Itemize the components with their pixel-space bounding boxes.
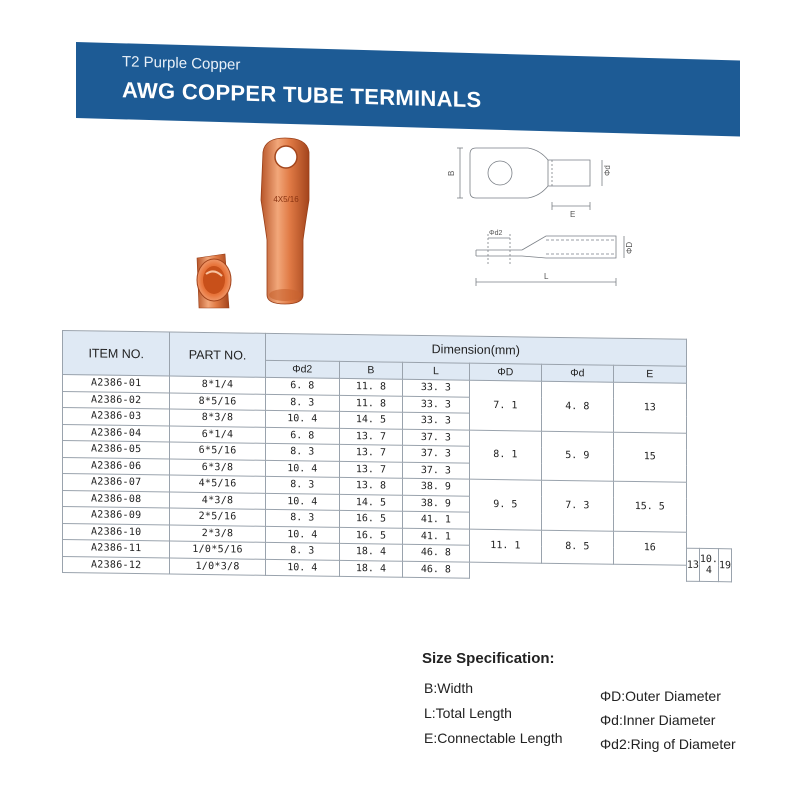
phi-inner-d-cell: 7. 3 xyxy=(541,480,613,531)
header-phi-outer-d: ΦD xyxy=(469,363,541,381)
part-no-cell: 4*5/16 xyxy=(170,475,265,493)
spec-outer-diameter: ΦD:Outer Diameter xyxy=(600,688,721,704)
b-cell: 13. 7 xyxy=(339,461,402,478)
e-cell: 16 xyxy=(613,531,686,565)
part-no-cell: 6*5/16 xyxy=(170,442,265,460)
l-cell: 46. 8 xyxy=(403,561,470,578)
phi-inner-d-cell: 10. 4 xyxy=(699,548,718,581)
phi-d2-cell: 6. 8 xyxy=(265,427,339,445)
label-phi-outer-d: ΦD xyxy=(625,241,634,254)
item-no-cell: A2386-04 xyxy=(63,424,170,442)
part-no-cell: 2*5/16 xyxy=(170,508,265,526)
spec-heading: Size Specification: xyxy=(422,650,555,667)
item-no-cell: A2386-09 xyxy=(63,507,170,525)
l-cell: 37. 3 xyxy=(403,462,470,479)
part-no-cell: 8*3/8 xyxy=(170,409,265,427)
l-cell: 37. 3 xyxy=(403,429,470,446)
item-no-cell: A2386-11 xyxy=(63,540,170,558)
terminal-top-view-diagram xyxy=(440,136,640,226)
spec-width: B:Width xyxy=(424,680,474,696)
size-specification xyxy=(422,650,782,770)
spec-total-length: L:Total Length xyxy=(424,705,512,721)
l-cell: 33. 3 xyxy=(403,379,470,396)
label-e: E xyxy=(570,210,576,219)
b-cell: 16. 5 xyxy=(339,527,402,544)
header-l: L xyxy=(403,362,470,380)
phi-d2-cell: 10. 4 xyxy=(265,493,339,511)
item-no-cell: A2386-12 xyxy=(63,556,170,574)
l-cell: 38. 9 xyxy=(403,478,470,495)
spec-connectable-length: E:Connectable Length xyxy=(424,730,563,746)
b-cell: 13. 8 xyxy=(339,477,402,494)
b-cell: 16. 5 xyxy=(339,510,402,527)
b-cell: 11. 8 xyxy=(339,395,402,412)
e-cell: 15 xyxy=(613,432,686,483)
l-cell: 41. 1 xyxy=(403,511,470,528)
spec-inner-diameter: Φd:Inner Diameter xyxy=(600,712,716,728)
phi-d2-cell: 6. 8 xyxy=(265,377,339,395)
phi-d2-cell: 10. 4 xyxy=(265,559,339,577)
phi-outer-d-cell: 13 xyxy=(686,548,699,581)
l-cell: 33. 3 xyxy=(403,412,470,429)
phi-inner-d-cell: 4. 8 xyxy=(541,381,613,432)
terminal-side-view-diagram xyxy=(466,224,636,294)
part-no-cell: 1/0*5/16 xyxy=(170,541,265,559)
item-no-cell: A2386-03 xyxy=(63,408,170,426)
header-item-no: ITEM NO. xyxy=(63,331,170,377)
b-cell: 14. 5 xyxy=(339,494,402,511)
phi-d2-cell: 8. 3 xyxy=(265,509,339,527)
b-cell: 11. 8 xyxy=(339,378,402,395)
phi-d2-cell: 10. 4 xyxy=(265,460,339,478)
spec-table-body xyxy=(63,375,732,582)
label-l: L xyxy=(544,272,549,281)
title-banner xyxy=(76,42,740,137)
phi-d2-cell: 8. 3 xyxy=(265,394,339,412)
phi-outer-d-cell: 9. 5 xyxy=(469,479,541,530)
header-phi-inner-d: Φd xyxy=(541,364,613,382)
part-no-cell: 1/0*3/8 xyxy=(170,558,265,576)
phi-outer-d-cell: 8. 1 xyxy=(469,430,541,481)
terminal-stamp: 4X5/16 xyxy=(273,195,299,204)
item-no-cell: A2386-02 xyxy=(63,391,170,409)
l-cell: 46. 8 xyxy=(403,544,470,561)
item-no-cell: A2386-06 xyxy=(63,457,170,475)
terminal-photo xyxy=(185,130,355,310)
e-cell: 15. 5 xyxy=(613,481,686,532)
part-no-cell: 2*3/8 xyxy=(170,525,265,543)
phi-inner-d-cell: 5. 9 xyxy=(541,431,613,482)
phi-d2-cell: 10. 4 xyxy=(265,410,339,428)
label-phi-d: Φd xyxy=(603,165,612,176)
b-cell: 18. 4 xyxy=(339,543,402,560)
part-no-cell: 8*5/16 xyxy=(170,393,265,411)
spec-table-container xyxy=(62,330,732,639)
phi-d2-cell: 8. 3 xyxy=(265,542,339,560)
part-no-cell: 6*1/4 xyxy=(170,426,265,444)
item-no-cell: A2386-10 xyxy=(63,523,170,541)
banner-subtitle: T2 Purple Copper xyxy=(122,53,241,74)
banner-title: AWG COPPER TUBE TERMINALS xyxy=(122,77,482,113)
part-no-cell: 8*1/4 xyxy=(170,376,265,394)
phi-d2-cell: 10. 4 xyxy=(265,526,339,544)
l-cell: 37. 3 xyxy=(403,445,470,462)
e-cell: 13 xyxy=(613,382,686,433)
label-b: B xyxy=(447,170,456,176)
part-no-cell: 4*3/8 xyxy=(170,492,265,510)
part-no-cell: 6*3/8 xyxy=(170,459,265,477)
item-no-cell: A2386-01 xyxy=(63,375,170,393)
l-cell: 41. 1 xyxy=(403,528,470,545)
header-phi-d2: Φd2 xyxy=(265,360,339,378)
spec-table xyxy=(62,330,732,582)
l-cell: 38. 9 xyxy=(403,495,470,512)
item-no-cell: A2386-08 xyxy=(63,490,170,508)
e-cell: 19 xyxy=(718,549,731,582)
label-phi-d2: Φd2 xyxy=(489,230,503,237)
phi-d2-cell: 8. 3 xyxy=(265,443,339,461)
phi-inner-d-cell: 8. 5 xyxy=(541,530,613,564)
phi-d2-cell: 8. 3 xyxy=(265,476,339,494)
b-cell: 13. 7 xyxy=(339,428,402,445)
header-b: B xyxy=(339,361,402,379)
header-dimension: Dimension(mm) xyxy=(265,333,686,366)
spec-ring-diameter: Φd2:Ring of Diameter xyxy=(600,736,736,752)
phi-outer-d-cell: 7. 1 xyxy=(469,380,541,431)
header-e: E xyxy=(613,365,686,383)
l-cell: 33. 3 xyxy=(403,396,470,413)
item-no-cell: A2386-07 xyxy=(63,474,170,492)
phi-outer-d-cell: 11. 1 xyxy=(469,529,541,563)
b-cell: 14. 5 xyxy=(339,411,402,428)
b-cell: 13. 7 xyxy=(339,444,402,461)
b-cell: 18. 4 xyxy=(339,560,402,577)
item-no-cell: A2386-05 xyxy=(63,441,170,459)
header-part-no: PART NO. xyxy=(170,332,265,377)
